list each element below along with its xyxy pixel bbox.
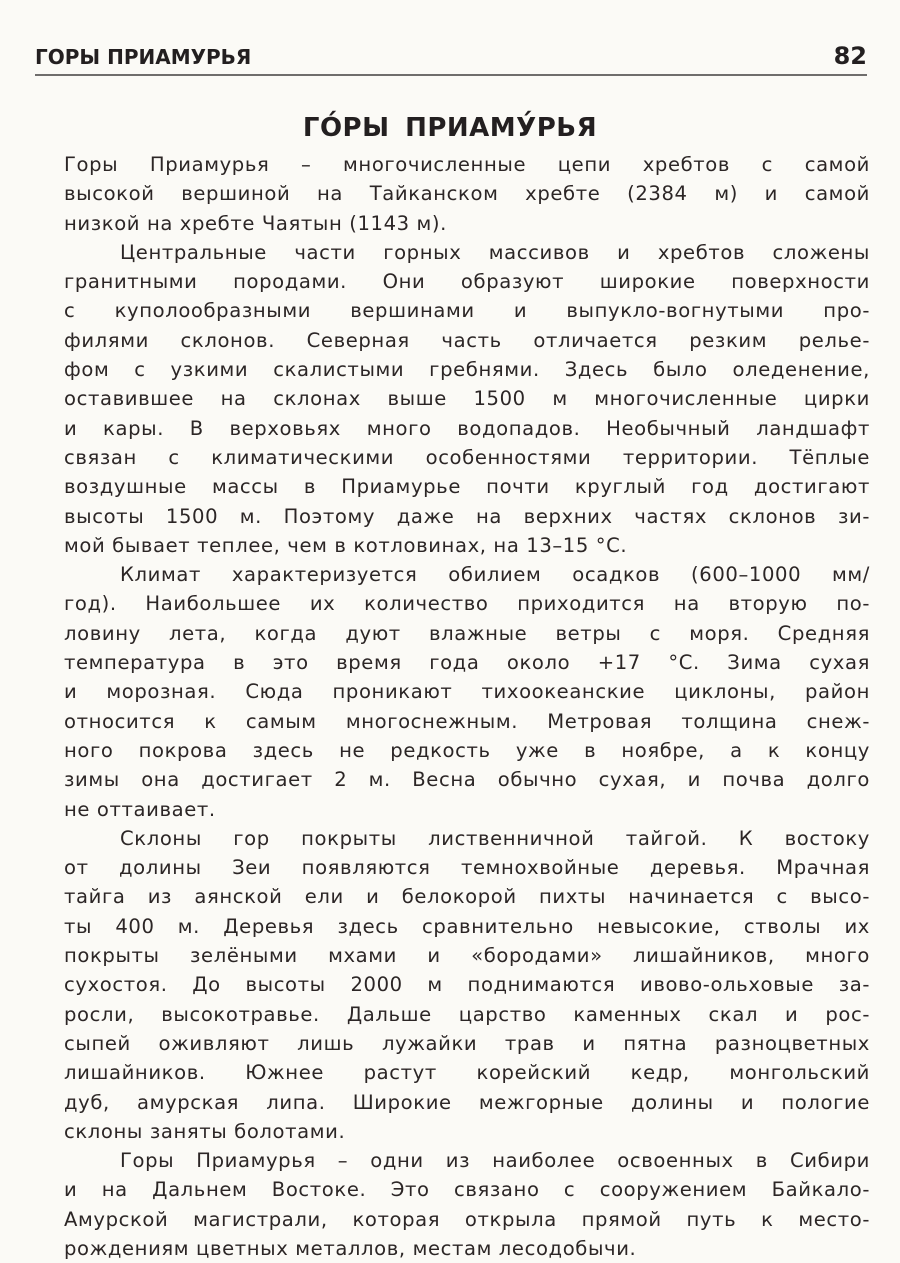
- paragraph: [64, 560, 870, 824]
- paragraph: [64, 238, 870, 560]
- text-line: высоты 1500 м. Поэтому даже на верхних частях склонов зи-: [64, 504, 870, 528]
- text-line: гранитными породами. Они образуют широкие поверхности: [64, 270, 870, 294]
- text-line: Климат характеризуется обилием осадков (600–1000 мм/: [120, 563, 870, 587]
- text-line: филями склонов. Северная часть отличается резким релье-: [64, 328, 870, 352]
- text-line: ты 400 м. Деревья здесь сравнительно невысокие, стволы их: [64, 914, 870, 938]
- text-line: с куполообразными вершинами и выпукло-вогнутыми про-: [64, 299, 870, 323]
- text-line: росли, высокотравье. Дальше царство каменных скал и рос-: [64, 1002, 870, 1026]
- paragraph: [64, 1146, 870, 1263]
- text-line: год). Наибольшее их количество приходится на вторую по-: [64, 592, 870, 616]
- text-line: дуб, амурская липа. Широкие межгорные долины и пологие: [64, 1090, 870, 1114]
- text-line: относится к самым многоснежным. Метровая толщина снеж-: [64, 709, 870, 733]
- text-line: Горы Приамурья – одни из наиболее освоенных в Сибири: [120, 1149, 870, 1173]
- article-body: [64, 150, 870, 1263]
- text-line: рождениям цветных металлов, местам лесодобычи.: [64, 1236, 637, 1260]
- text-line: сыпей оживляют лишь лужайки трав и пятна разноцветных: [64, 1031, 870, 1055]
- text-line: покрыты зелёными мхами и «бородами» лишайников, много: [64, 944, 870, 968]
- article-title: ГО́РЫ ПРИАМУ́РЬЯ: [302, 113, 598, 144]
- text-line: Центральные части горных массивов и хребтов сложены: [120, 240, 870, 264]
- text-line: и кары. В верховьях много водопадов. Необычный ландшафт: [64, 416, 870, 440]
- page-header: [35, 44, 867, 76]
- text-line: склоны заняты болотами.: [64, 1119, 346, 1143]
- text-line: воздушные массы в Приамурье почти круглый год достигают: [64, 475, 870, 499]
- text-line: связан с климатическими особенностями территории. Тёплые: [64, 445, 870, 469]
- text-line: высокой вершиной на Тайканском хребте (2384 м) и самой: [64, 182, 870, 206]
- text-line: оставившее на склонах выше 1500 м многочисленные цирки: [64, 387, 870, 411]
- text-line: Склоны гор покрыты лиственничной тайгой. К востоку: [120, 826, 870, 850]
- text-line: температура в это время года около +17 °С. Зима сухая: [64, 651, 870, 675]
- text-line: не оттаивает.: [64, 797, 216, 821]
- text-line: фом с узкими скалистыми гребнями. Здесь было оледенение,: [64, 358, 870, 382]
- text-line: зимы она достигает 2 м. Весна обычно сухая, и почва долго: [64, 768, 870, 792]
- text-line: ловину лета, когда дуют влажные ветры с моря. Средняя: [64, 621, 870, 645]
- text-line: сухостоя. До высоты 2000 м поднимаются ивово-ольховые за-: [64, 973, 870, 997]
- text-line: лишайников. Южнее растут корейский кедр, монгольский: [64, 1061, 870, 1085]
- running-title: ГОРЫ ПРИАМУРЬЯ: [35, 45, 252, 69]
- text-line: низкой на хребте Чаятын (1143 м).: [64, 211, 448, 235]
- text-line: Горы Приамурья – многочисленные цепи хребтов с самой: [64, 153, 870, 176]
- page-number: 82: [833, 42, 867, 70]
- text-line: от долины Зеи появляются темнохвойные деревья. Мрачная: [64, 856, 870, 880]
- text-line: и на Дальнем Востоке. Это связано с сооружением Байкало-: [64, 1178, 870, 1202]
- text-line: Амурской магистрали, которая открыла прямой путь к место-: [64, 1207, 870, 1231]
- text-line: тайга из аянской ели и белокорой пихты начинается с высо-: [64, 885, 870, 909]
- paragraph: [64, 824, 870, 1146]
- paragraph: [64, 150, 870, 238]
- text-line: и морозная. Сюда проникают тихоокеанские циклоны, район: [64, 680, 870, 704]
- text-line: ного покрова здесь не редкость уже в ноябре, а к концу: [64, 738, 870, 762]
- text-line: мой бывает теплее, чем в котловинах, на 13–15 °С.: [64, 533, 628, 557]
